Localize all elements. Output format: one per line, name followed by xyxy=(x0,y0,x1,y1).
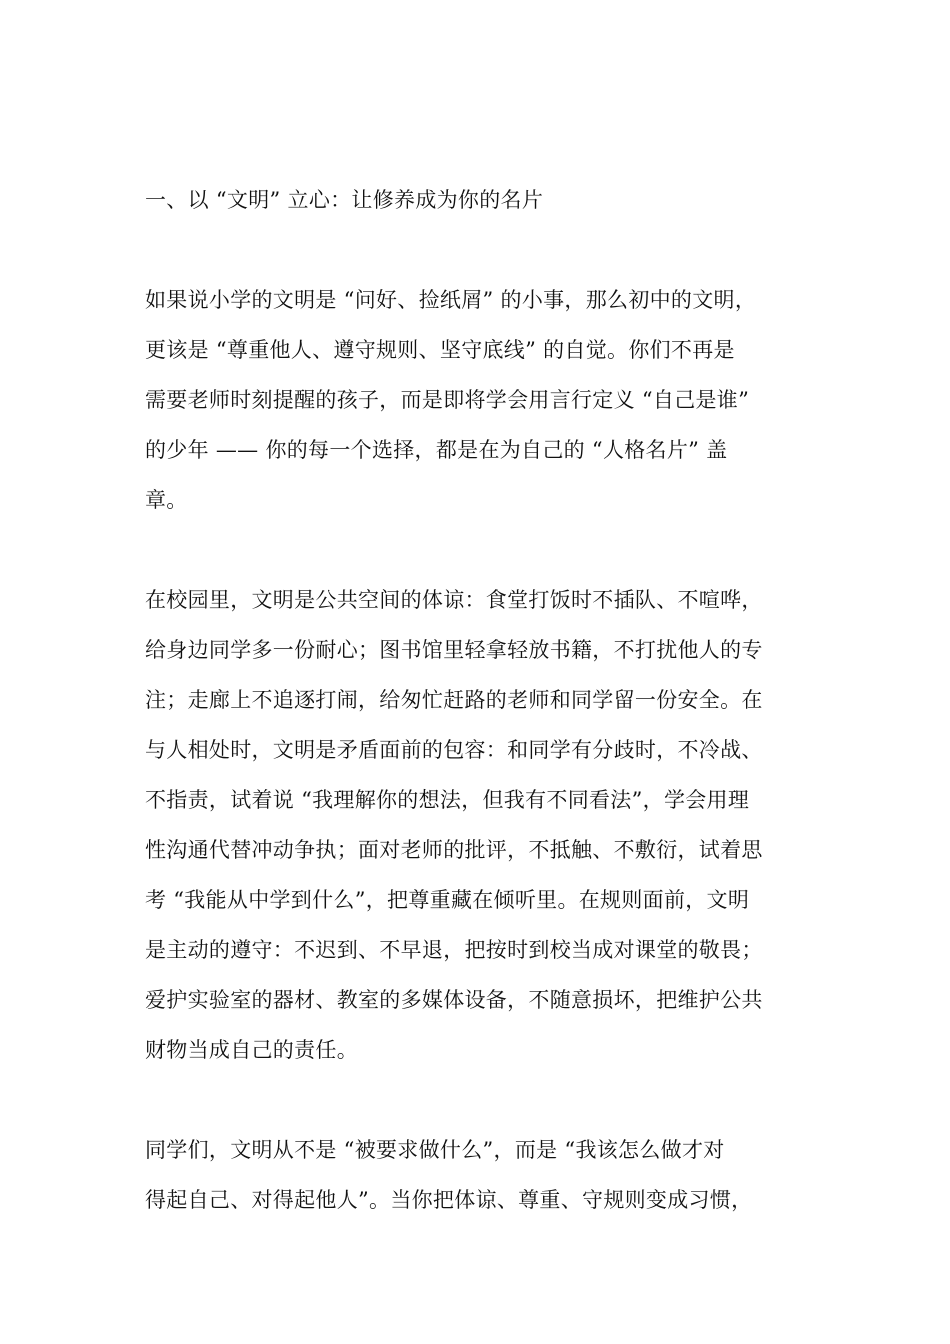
paragraph-line: 同学们，文明从不是 “被要求做什么”，而是 “我该怎么做才对 xyxy=(145,1138,725,1162)
paragraph-line: 爱护实验室的器材、教室的多媒体设备，不随意损坏，把维护公共 xyxy=(145,988,763,1012)
paragraph-line: 需要老师时刻提醒的孩子，而是即将学会用言行定义 “自己是谁” xyxy=(145,388,750,412)
paragraph-line: 在校园里，文明是公共空间的体谅：食堂打饭时不插队、不喧哗， xyxy=(145,588,763,612)
paragraph-line: 注；走廊上不追逐打闹，给匆忙赶路的老师和同学留一份安全。在 xyxy=(145,688,763,712)
paragraph-line: 给身边同学多一份耐心；图书馆里轻拿轻放书籍，不打扰他人的专 xyxy=(145,638,763,662)
section-heading: 一、以 “文明” 立心：让修养成为你的名片 xyxy=(145,188,544,212)
paragraph-line: 的少年 —— 你的每一个选择，都是在为自己的 “人格名片” 盖 xyxy=(145,438,728,462)
paragraph-line: 考 “我能从中学到什么”，把尊重藏在倾听里。在规则面前，文明 xyxy=(145,888,750,912)
paragraph-line: 性沟通代替冲动争执；面对老师的批评，不抵触、不敷衍，试着思 xyxy=(145,838,763,862)
paragraph-line: 财物当成自己的责任。 xyxy=(145,1038,358,1062)
paragraph-line: 与人相处时，文明是矛盾面前的包容：和同学有分歧时，不冷战、 xyxy=(145,738,763,762)
paragraph-line: 更该是 “尊重他人、遵守规则、坚守底线” 的自觉。你们不再是 xyxy=(145,338,735,362)
paragraph-line: 如果说小学的文明是 “问好、捡纸屑” 的小事，那么初中的文明， xyxy=(145,288,757,312)
paragraph-line: 章。 xyxy=(145,488,188,512)
paragraph-line: 是主动的遵守：不迟到、不早退，把按时到校当成对课堂的敬畏； xyxy=(145,938,763,962)
paragraph-line: 得起自己、对得起他人”。当你把体谅、尊重、守规则变成习惯， xyxy=(145,1188,753,1212)
paragraph-line: 不指责，试着说 “我理解你的想法，但我有不同看法”，学会用理 xyxy=(145,788,750,812)
